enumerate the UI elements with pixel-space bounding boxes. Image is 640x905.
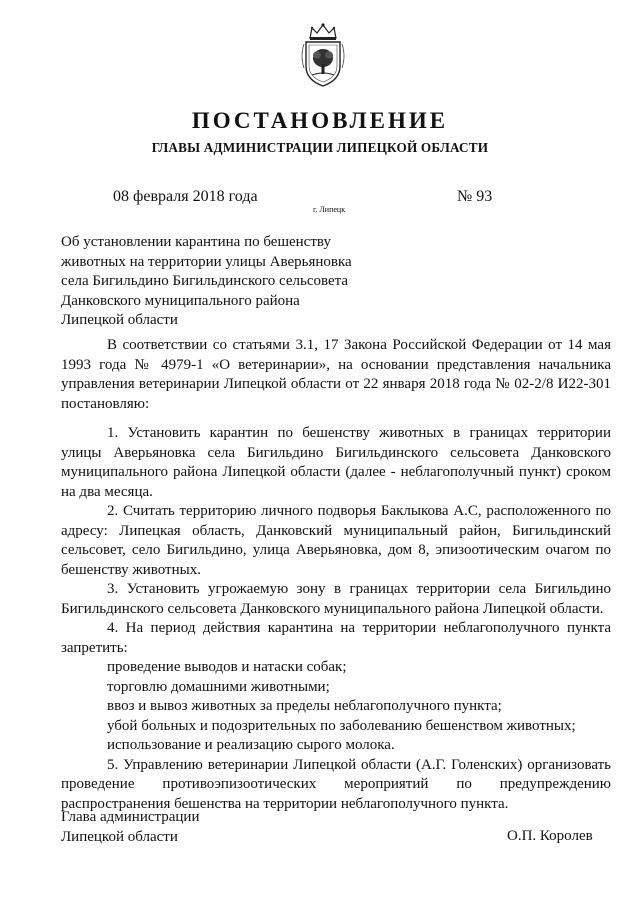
- document-subtitle: ГЛАВЫ АДМИНИСТРАЦИИ ЛИПЕЦКОЙ ОБЛАСТИ: [151, 140, 489, 155]
- prohibition-item: убой больных и подозрительных по заболеванию бешенством животных;: [107, 717, 576, 734]
- prohibition-item: использование и реализацию сырого молока.: [107, 737, 395, 753]
- subject-line: Данковского муниципального района: [61, 292, 300, 309]
- document-title: ПОСТАНОВЛЕНИЕ: [191, 108, 449, 133]
- clause-4: 4. На период действия карантина на территории неблагополучного пункта запретить:: [61, 620, 611, 656]
- subject-line: Об установлении карантина по бешенству: [61, 234, 331, 250]
- document-number: № 93: [457, 188, 493, 205]
- clause-3: 3. Установить угрожаемую зону в границах территории села Бигильдино Бигильдинского сельсовета Данковского муниципального района Липецкой области.: [61, 581, 611, 617]
- position-line: Липецкой области: [61, 828, 178, 845]
- prohibition-item: ввоз и вывоз животных за пределы неблагополучного пункта;: [107, 698, 502, 714]
- document-subject: [61, 233, 391, 331]
- signatory-position: [61, 808, 199, 847]
- clause-1: 1. Установить карантин по бешенству животных в границах территории улицы Аверьяновка села Бигильдино Бигильдинского сельсовета Данковского муниципального района Липецкой области (далее - неблагополучный пункт) сроком на два месяца.: [61, 425, 611, 500]
- subject-line: животных на территории улицы Аверьяновка: [61, 253, 352, 270]
- document-date: 08 февраля 2018 года: [113, 188, 258, 205]
- signatory-name: О.П. Королев: [507, 828, 593, 844]
- prohibition-item: проведение выводов и натаски собак;: [107, 659, 347, 675]
- clause-5: 5. Управлению ветеринарии Липецкой области (А.Г. Голенских) организовать проведение противоэпизоотических мероприятий по предупреждению распространения бешенства на территории неблагополучного пункта.: [61, 756, 611, 812]
- subject-line: села Бигильдино Бигильдинского сельсовета: [61, 273, 349, 289]
- prohibition-item: торговлю домашними животными;: [107, 678, 330, 695]
- document-city: г. Липецк: [313, 205, 346, 214]
- clause-2: 2. Считать территорию личного подворья Баклыкова А.С, расположенного по адресу: Липецкая область, Данковский муниципальный район, Бигильдинский сельсовет, село Бигильдино, улица Аверьяновка, дом 8, эпизоотическим очагом по бешенству животных.: [61, 503, 611, 578]
- subject-line: Липецкой области: [61, 312, 178, 328]
- position-line: Глава администрации: [61, 809, 200, 825]
- preamble-paragraph: В соответствии со статьями 3.1, 17 Закона Российской Федерации от 14 мая 1993 года № 4979-1 «О ветеринарии», на основании представления начальника управления ветеринарии Липецкой области от 22 января 2018 года № 02-2/8 И22-301 постановляю:: [61, 337, 611, 412]
- coat-of-arms-icon: [298, 22, 348, 88]
- document-body: [61, 336, 611, 814]
